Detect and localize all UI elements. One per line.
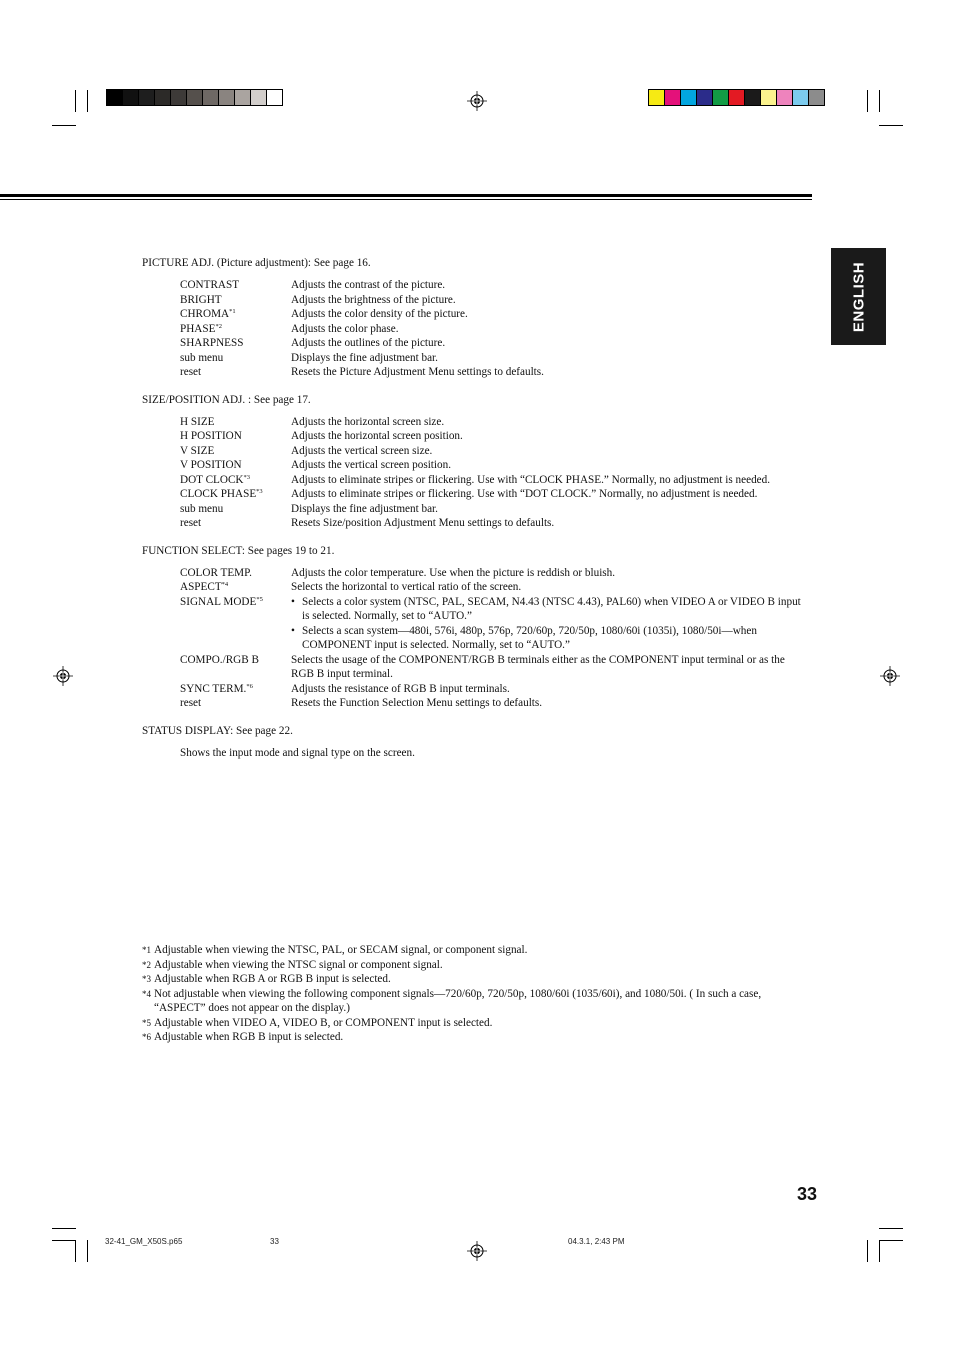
color-swatch <box>760 89 777 106</box>
menu-item-label: V SIZE <box>180 444 215 457</box>
crop-mark <box>879 1228 903 1229</box>
menu-item-row <box>180 293 802 308</box>
menu-item-name <box>180 293 291 308</box>
footnote-text: Not adjustable when viewing the following component signals—720/60p, 720/50p, 1080/60i (1035/60i), and 1080/50i. ( In such a case, “ASPECT” does not appear on the display.) <box>154 987 762 1014</box>
menu-item-description: Adjusts the horizontal screen size. <box>291 415 445 428</box>
bullet-item <box>291 624 802 653</box>
footnote-text: Adjustable when RGB B input is selected. <box>154 1031 344 1043</box>
section-title: STATUS DISPLAY: See page 22. <box>142 724 293 737</box>
menu-item-name <box>180 682 291 697</box>
footnote-text: Adjustable when VIDEO A, VIDEO B, or COMPONENT input is selected. <box>154 1016 493 1029</box>
color-swatch <box>792 89 809 106</box>
menu-item-description: Adjusts the vertical screen position. <box>291 459 452 471</box>
page-number: 33 <box>797 1184 818 1204</box>
color-swatch <box>712 89 729 106</box>
menu-item-name <box>180 473 291 488</box>
menu-item-row <box>180 429 802 444</box>
gray-swatch <box>234 89 251 106</box>
color-swatch <box>744 89 761 106</box>
menu-item-list <box>180 415 802 531</box>
menu-item-row <box>180 365 802 380</box>
gray-swatch <box>106 89 123 106</box>
registration-mark-icon <box>467 1241 487 1261</box>
menu-item-description <box>291 595 802 653</box>
footnote-ref: *6 <box>246 682 253 690</box>
footnote-ref: *3 <box>243 473 251 481</box>
footnote <box>142 1030 802 1045</box>
menu-item-description: Displays the fine adjustment bar. <box>291 502 438 515</box>
menu-item-label: SYNC TERM. <box>180 682 247 695</box>
footnote <box>142 987 802 1016</box>
bullet-text: Selects a scan system—480i, 576i, 480p, 576p, 720/60p, 720/50p, 1080/60i (1035i), 1080/50i—when COMPONENT input is selected. Normally, set to “AUTO.” <box>302 624 757 651</box>
menu-item-name <box>180 351 291 366</box>
gray-swatch <box>170 89 187 106</box>
crop-mark <box>52 125 76 126</box>
color-swatch <box>664 89 681 106</box>
menu-item-name <box>180 487 291 502</box>
menu-item-description: Selects the usage of the COMPONENT/RGB B terminals either as the COMPONENT input terminal or as the RGB B input terminal. <box>291 653 785 680</box>
crop-mark <box>87 1240 88 1262</box>
menu-item-label: reset <box>180 517 202 529</box>
bullet-text: Selects a color system (NTSC, PAL, SECAM, N4.43 (NTSC 4.43), PAL60) when VIDEO A or VIDEO B input is selected. Normally, set to “AUTO.” <box>302 595 801 622</box>
crop-mark <box>867 1240 868 1262</box>
menu-item-row <box>180 322 802 337</box>
menu-item-description: Resets Size/position Adjustment Menu settings to defaults. <box>291 517 555 529</box>
menu-item-description: Adjusts the color phase. <box>291 322 399 335</box>
gray-swatch <box>122 89 139 106</box>
footnote-text: Adjustable when RGB A or RGB B input is selected. <box>154 973 391 985</box>
menu-item-name <box>180 415 291 430</box>
menu-item-row <box>180 351 802 366</box>
menu-item-row <box>180 487 802 502</box>
bullet-item <box>291 595 802 624</box>
menu-item-description: Adjusts the resistance of RGB B input terminals. <box>291 682 510 695</box>
footnote-text: Adjustable when viewing the NTSC, PAL, or SECAM signal, or component signal. <box>154 944 528 956</box>
footnote-text: Adjustable when viewing the NTSC signal or component signal. <box>154 958 443 971</box>
menu-item-description: Displays the fine adjustment bar. <box>291 351 438 364</box>
color-swatch <box>728 89 745 106</box>
crop-mark <box>52 1228 76 1229</box>
menu-item-row <box>180 458 802 473</box>
menu-item-name <box>180 458 291 473</box>
gray-swatch <box>202 89 219 106</box>
menu-item-label: CLOCK PHASE <box>180 488 257 500</box>
footnote <box>142 1016 802 1031</box>
menu-item-row <box>180 580 802 595</box>
menu-item-name <box>180 444 291 459</box>
menu-item-name <box>180 365 291 380</box>
bullet-icon: • <box>291 595 295 608</box>
gray-swatch <box>266 89 283 106</box>
menu-item-label: H POSITION <box>180 430 242 442</box>
header-rule <box>0 199 812 200</box>
menu-item-description: Adjusts the brightness of the picture. <box>291 293 456 306</box>
gray-swatch <box>250 89 267 106</box>
footnote-mark: *1 <box>142 945 151 955</box>
menu-item-name <box>180 336 291 351</box>
footnote-ref: *2 <box>215 322 222 330</box>
menu-item-name <box>180 580 291 595</box>
menu-item-label: reset <box>180 697 202 709</box>
footnotes <box>142 943 802 1045</box>
registration-mark-icon <box>53 666 73 686</box>
menu-item-label: V POSITION <box>180 459 242 471</box>
crop-mark <box>879 90 880 112</box>
menu-item-description: Adjusts to eliminate stripes or flickering. Use with “DOT CLOCK.” Normally, no adjustment is needed. <box>291 488 758 500</box>
footnote-mark: *6 <box>142 1032 151 1042</box>
footnote-ref: *3 <box>256 488 263 495</box>
menu-item-description: Adjusts the contrast of the picture. <box>291 279 446 291</box>
menu-item-row <box>180 566 802 581</box>
menu-item-row <box>180 516 802 531</box>
header-rule <box>0 194 812 197</box>
menu-item-name <box>180 595 291 653</box>
footnote-mark: *3 <box>142 974 151 984</box>
crop-mark <box>867 90 868 112</box>
footnote-ref: *4 <box>221 581 229 588</box>
gray-swatch <box>186 89 203 106</box>
crop-mark <box>87 90 88 112</box>
footnote-mark: *4 <box>142 988 151 999</box>
menu-item-row <box>180 682 802 697</box>
menu-item-label: ASPECT <box>180 581 222 593</box>
color-swatch <box>696 89 713 106</box>
menu-item-label: sub menu <box>180 502 224 515</box>
menu-item-label: reset <box>180 366 202 378</box>
menu-item-description: Adjusts the horizontal screen position. <box>291 430 463 442</box>
status-display-text: Shows the input mode and signal type on the screen. <box>180 746 415 759</box>
crop-mark <box>879 1240 880 1262</box>
color-swatch <box>808 89 825 106</box>
color-swatch <box>648 89 665 106</box>
color-swatch <box>776 89 793 106</box>
menu-item-label: SIGNAL MODE <box>180 595 257 608</box>
menu-item-label: COMPO./RGB B <box>180 653 259 666</box>
bullet-icon: • <box>291 624 295 637</box>
menu-item-description: Selects the horizontal to vertical ratio of the screen. <box>291 581 522 593</box>
crop-mark <box>52 1240 76 1241</box>
menu-item-name <box>180 322 291 337</box>
section-title: SIZE/POSITION ADJ. : See page 17. <box>142 393 311 406</box>
slug-date: 04.3.1, 2:43 PM <box>568 1237 625 1246</box>
registration-mark-icon <box>880 666 900 686</box>
language-tab-label: ENGLISH <box>850 261 867 332</box>
footnote-ref: *1 <box>229 308 236 315</box>
footnote-ref: *5 <box>256 595 263 603</box>
menu-item-name <box>180 516 291 531</box>
footnote <box>142 972 802 987</box>
menu-item-name <box>180 278 291 293</box>
menu-item-label: BRIGHT <box>180 293 222 306</box>
footnote-mark: *5 <box>142 1017 151 1028</box>
gray-swatch <box>138 89 155 106</box>
menu-item-list <box>180 566 802 711</box>
color-bar <box>648 89 824 107</box>
menu-item-description: Adjusts the color density of the picture. <box>291 308 468 320</box>
crop-mark <box>879 1240 903 1241</box>
menu-item-row <box>180 307 802 322</box>
menu-item-label: SHARPNESS <box>180 337 244 349</box>
menu-item-description: Adjusts the vertical screen size. <box>291 444 433 457</box>
menu-item-row <box>180 502 802 517</box>
menu-item-label: COLOR TEMP. <box>180 566 252 579</box>
menu-item-name <box>180 566 291 581</box>
menu-item-description: Resets the Picture Adjustment Menu settings to defaults. <box>291 366 544 378</box>
menu-item-description: Resets the Function Selection Menu settings to defaults. <box>291 697 543 709</box>
menu-item-row <box>180 595 802 653</box>
language-tab <box>831 248 886 345</box>
menu-item-label: H SIZE <box>180 415 215 428</box>
menu-item-row <box>180 444 802 459</box>
menu-item-description: Adjusts to eliminate stripes or flickering. Use with “CLOCK PHASE.” Normally, no adjustment is needed. <box>291 473 771 486</box>
crop-mark <box>75 1240 76 1262</box>
menu-item-row <box>180 336 802 351</box>
menu-item-row <box>180 278 802 293</box>
gray-swatch <box>218 89 235 106</box>
section-title: PICTURE ADJ. (Picture adjustment): See page 16. <box>142 257 371 269</box>
crop-mark <box>75 90 76 112</box>
menu-item-description: Adjusts the color temperature. Use when the picture is reddish or bluish. <box>291 566 616 579</box>
menu-item-label: PHASE <box>180 322 216 335</box>
menu-item-name <box>180 653 291 682</box>
menu-item-name <box>180 696 291 711</box>
menu-item-list <box>180 278 802 380</box>
menu-item-row <box>180 696 802 711</box>
menu-item-description: Adjusts the outlines of the picture. <box>291 337 446 349</box>
slug-file: 32-41_GM_X50S.p65 <box>105 1237 183 1246</box>
menu-item-label: DOT CLOCK <box>180 473 244 486</box>
menu-item-name <box>180 429 291 444</box>
menu-item-row <box>180 473 802 488</box>
gray-swatch <box>154 89 171 106</box>
footnote <box>142 958 802 973</box>
registration-mark-icon <box>467 91 487 111</box>
menu-item-row <box>180 653 802 682</box>
section-title: FUNCTION SELECT: See pages 19 to 21. <box>142 544 335 557</box>
color-swatch <box>680 89 697 106</box>
menu-item-label: sub menu <box>180 351 224 364</box>
menu-reference <box>142 256 802 760</box>
slug-page: 33 <box>270 1237 279 1246</box>
menu-item-row <box>180 415 802 430</box>
grayscale-bar <box>106 89 282 107</box>
menu-item-label: CONTRAST <box>180 279 240 291</box>
menu-item-label: CHROMA <box>180 308 230 320</box>
crop-mark <box>879 125 903 126</box>
footnote <box>142 943 802 958</box>
menu-item-name <box>180 307 291 322</box>
footnote-mark: *2 <box>142 959 151 970</box>
menu-item-name <box>180 502 291 517</box>
